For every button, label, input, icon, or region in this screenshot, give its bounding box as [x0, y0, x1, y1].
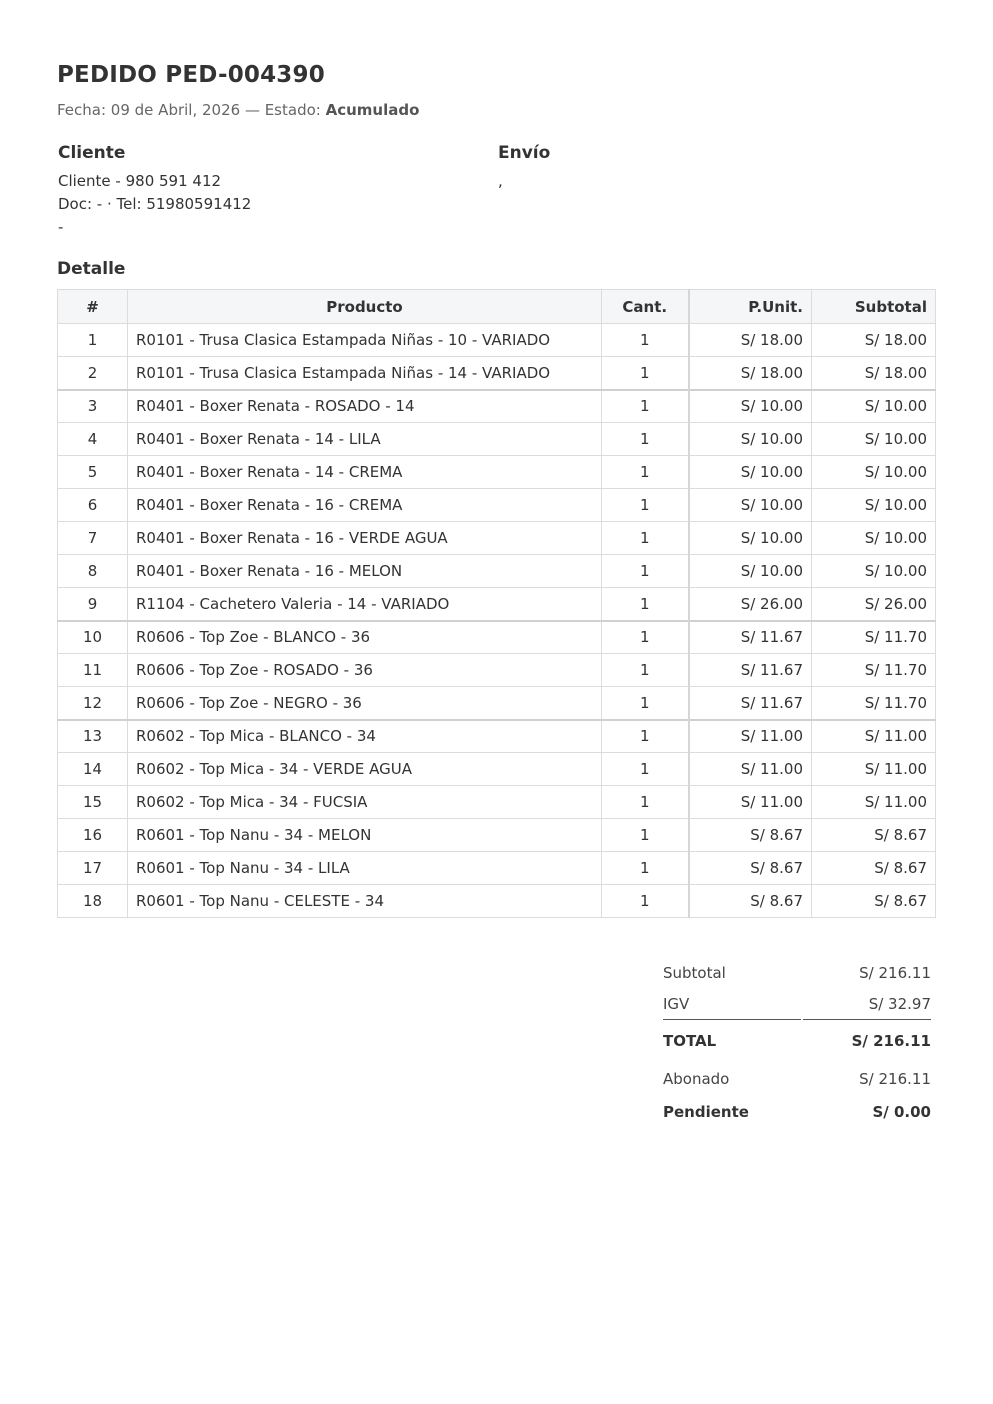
cell-cant: 1: [602, 687, 689, 720]
table-row: [58, 720, 936, 753]
cell-subtotal: S/ 10.00: [812, 390, 936, 423]
cell-subtotal: S/ 10.00: [812, 555, 936, 588]
cell-cant: 1: [602, 852, 689, 885]
cell-cant: 1: [602, 489, 689, 522]
column-header-number: #: [58, 290, 128, 324]
cell-cant: 1: [602, 357, 689, 390]
cell-punit: S/ 10.00: [689, 555, 812, 588]
cell-number: 13: [58, 720, 128, 753]
totals-pendiente-row: [663, 1096, 931, 1128]
cell-number: 10: [58, 621, 128, 654]
table-row: [58, 357, 936, 390]
cell-cant: 1: [602, 720, 689, 753]
cell-punit: S/ 10.00: [689, 522, 812, 555]
totals-abonado-row: [663, 1062, 931, 1096]
cell-producto: R1104 - Cachetero Valeria - 14 - VARIADO: [128, 588, 602, 621]
cell-cant: 1: [602, 786, 689, 819]
cell-punit: S/ 18.00: [689, 324, 812, 357]
totals-subtotal-row: [663, 957, 931, 989]
cell-cant: 1: [602, 588, 689, 621]
table-row: [58, 522, 936, 555]
cell-punit: S/ 8.67: [689, 819, 812, 852]
subtotal-value: S/ 216.11: [859, 964, 931, 982]
cell-producto: R0101 - Trusa Clasica Estampada Niñas - 10 - VARIADO: [128, 324, 602, 357]
envio-section: [498, 143, 550, 193]
cell-cant: 1: [602, 423, 689, 456]
cell-number: 4: [58, 423, 128, 456]
cell-subtotal: S/ 11.00: [812, 786, 936, 819]
cell-number: 14: [58, 753, 128, 786]
cell-cant: 1: [602, 819, 689, 852]
cell-punit: S/ 10.00: [689, 456, 812, 489]
cell-cant: 1: [602, 324, 689, 357]
page-title: PEDIDO PED-004390: [57, 62, 325, 88]
order-meta: [57, 101, 419, 119]
table-row: [58, 555, 936, 588]
cliente-extra: -: [58, 218, 64, 236]
cell-producto: R0606 - Top Zoe - NEGRO - 36: [128, 687, 602, 720]
table-row: [58, 753, 936, 786]
cell-subtotal: S/ 8.67: [812, 885, 936, 918]
total-label: TOTAL: [663, 1032, 717, 1050]
cell-producto: R0606 - Top Zoe - ROSADO - 36: [128, 654, 602, 687]
cell-punit: S/ 18.00: [689, 357, 812, 390]
cell-punit: S/ 10.00: [689, 423, 812, 456]
cell-producto: R0602 - Top Mica - 34 - FUCSIA: [128, 786, 602, 819]
cell-producto: R0601 - Top Nanu - 34 - LILA: [128, 852, 602, 885]
fecha-text: Fecha: 09 de Abril, 2026 — Estado:: [57, 101, 321, 119]
cell-punit: S/ 8.67: [689, 852, 812, 885]
table-row: [58, 324, 936, 357]
cell-punit: S/ 11.67: [689, 687, 812, 720]
totals-igv-row: [663, 989, 931, 1020]
total-value: S/ 216.11: [851, 1032, 931, 1050]
cell-punit: S/ 11.00: [689, 786, 812, 819]
cell-cant: 1: [602, 753, 689, 786]
cell-producto: R0401 - Boxer Renata - 16 - VERDE AGUA: [128, 522, 602, 555]
cell-number: 11: [58, 654, 128, 687]
igv-value: S/ 32.97: [803, 989, 931, 1020]
cell-cant: 1: [602, 621, 689, 654]
cell-subtotal: S/ 18.00: [812, 324, 936, 357]
table-header-row: [58, 290, 936, 324]
cell-punit: S/ 11.00: [689, 720, 812, 753]
cell-cant: 1: [602, 390, 689, 423]
cell-number: 6: [58, 489, 128, 522]
abonado-label: Abonado: [663, 1070, 730, 1088]
cell-punit: S/ 11.00: [689, 753, 812, 786]
cell-punit: S/ 26.00: [689, 588, 812, 621]
subtotal-label: Subtotal: [663, 964, 726, 982]
cell-number: 8: [58, 555, 128, 588]
table-row: [58, 687, 936, 720]
column-header-subtotal: Subtotal: [812, 290, 936, 324]
table-row: [58, 885, 936, 918]
table-row: [58, 588, 936, 621]
table-row: [58, 819, 936, 852]
cell-number: 16: [58, 819, 128, 852]
cliente-section: [58, 143, 251, 239]
column-header-cant: Cant.: [602, 290, 689, 324]
table-row: [58, 489, 936, 522]
cell-number: 17: [58, 852, 128, 885]
cell-number: 5: [58, 456, 128, 489]
cell-punit: S/ 11.67: [689, 621, 812, 654]
table-row: [58, 852, 936, 885]
pendiente-value: S/ 0.00: [872, 1103, 931, 1121]
cell-punit: S/ 11.67: [689, 654, 812, 687]
table-row: [58, 654, 936, 687]
cell-subtotal: S/ 10.00: [812, 522, 936, 555]
cell-number: 1: [58, 324, 128, 357]
table-row: [58, 423, 936, 456]
cell-number: 18: [58, 885, 128, 918]
estado-value: Acumulado: [325, 101, 420, 119]
cell-subtotal: S/ 8.67: [812, 852, 936, 885]
cliente-heading: Cliente: [58, 143, 126, 163]
cell-subtotal: S/ 10.00: [812, 489, 936, 522]
table-row: [58, 786, 936, 819]
cliente-doc-tel: Doc: - · Tel: 51980591412: [58, 195, 252, 213]
cell-producto: R0101 - Trusa Clasica Estampada Niñas - 14 - VARIADO: [128, 357, 602, 390]
cell-number: 9: [58, 588, 128, 621]
cell-subtotal: S/ 11.70: [812, 621, 936, 654]
cell-subtotal: S/ 8.67: [812, 819, 936, 852]
cell-number: 15: [58, 786, 128, 819]
cell-number: 3: [58, 390, 128, 423]
cell-subtotal: S/ 11.70: [812, 654, 936, 687]
cell-cant: 1: [602, 654, 689, 687]
cell-number: 7: [58, 522, 128, 555]
cell-cant: 1: [602, 885, 689, 918]
cell-producto: R0401 - Boxer Renata - 14 - CREMA: [128, 456, 602, 489]
cell-cant: 1: [602, 456, 689, 489]
cell-punit: S/ 10.00: [689, 489, 812, 522]
envio-heading: Envío: [498, 143, 551, 163]
pendiente-label: Pendiente: [663, 1103, 749, 1121]
igv-label: IGV: [663, 989, 801, 1020]
column-header-punit: P.Unit.: [689, 290, 812, 324]
cell-subtotal: S/ 26.00: [812, 588, 936, 621]
cell-subtotal: S/ 18.00: [812, 357, 936, 390]
cell-producto: R0602 - Top Mica - 34 - VERDE AGUA: [128, 753, 602, 786]
cell-punit: S/ 10.00: [689, 390, 812, 423]
cell-producto: R0601 - Top Nanu - CELESTE - 34: [128, 885, 602, 918]
cell-number: 12: [58, 687, 128, 720]
cell-producto: R0401 - Boxer Renata - 16 - CREMA: [128, 489, 602, 522]
cell-subtotal: S/ 10.00: [812, 456, 936, 489]
envio-address: ,: [498, 172, 503, 190]
totals-total-row: [663, 1020, 931, 1062]
cell-producto: R0401 - Boxer Renata - 16 - MELON: [128, 555, 602, 588]
cell-punit: S/ 8.67: [689, 885, 812, 918]
abonado-value: S/ 216.11: [859, 1070, 931, 1088]
totals-table: [661, 957, 933, 1128]
cell-subtotal: S/ 10.00: [812, 423, 936, 456]
cell-producto: R0401 - Boxer Renata - 14 - LILA: [128, 423, 602, 456]
cell-producto: R0606 - Top Zoe - BLANCO - 36: [128, 621, 602, 654]
cell-producto: R0601 - Top Nanu - 34 - MELON: [128, 819, 602, 852]
cell-cant: 1: [602, 555, 689, 588]
table-row: [58, 456, 936, 489]
detalle-heading: Detalle: [57, 259, 126, 279]
cell-subtotal: S/ 11.70: [812, 687, 936, 720]
cell-number: 2: [58, 357, 128, 390]
table-row: [58, 390, 936, 423]
cell-subtotal: S/ 11.00: [812, 753, 936, 786]
items-table: [57, 289, 936, 918]
column-header-producto: Producto: [128, 290, 602, 324]
cell-cant: 1: [602, 522, 689, 555]
table-row: [58, 621, 936, 654]
cell-producto: R0602 - Top Mica - BLANCO - 34: [128, 720, 602, 753]
cell-producto: R0401 - Boxer Renata - ROSADO - 14: [128, 390, 602, 423]
cliente-name: Cliente - 980 591 412: [58, 172, 222, 190]
cell-subtotal: S/ 11.00: [812, 720, 936, 753]
